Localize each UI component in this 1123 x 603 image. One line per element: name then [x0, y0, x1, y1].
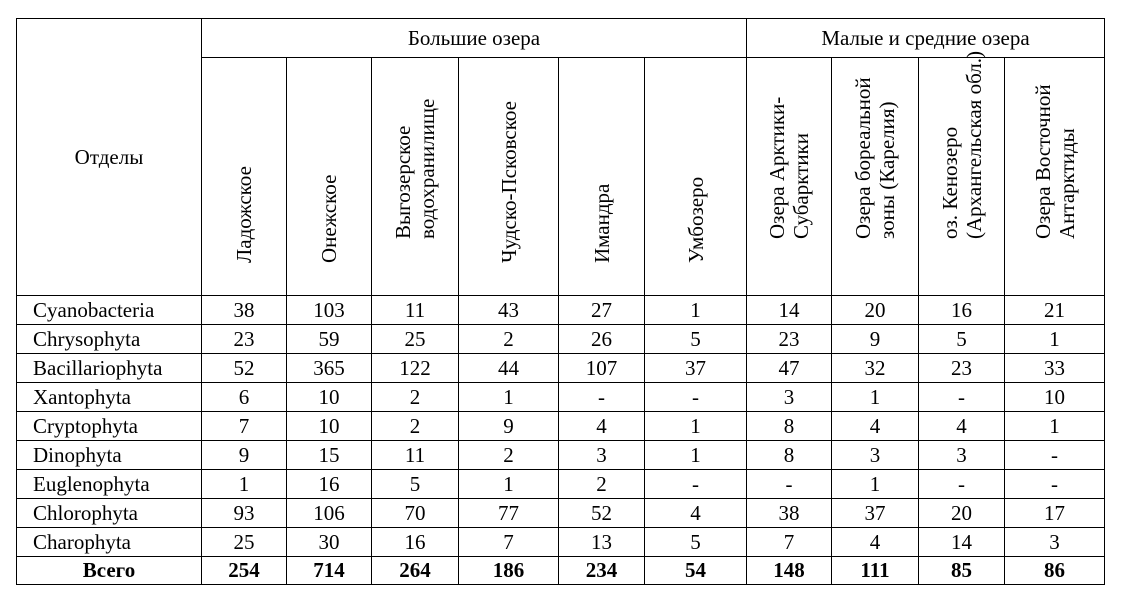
count-cell: 4 [559, 412, 645, 441]
count-cell: 33 [1005, 354, 1105, 383]
count-cell: - [559, 383, 645, 412]
count-cell: 5 [919, 325, 1005, 354]
table-row [17, 441, 1105, 470]
total-value-cell: 111 [832, 557, 919, 585]
table-row [17, 528, 1105, 557]
division-name: Cryptophyta [17, 412, 202, 441]
count-cell: 3 [1005, 528, 1105, 557]
count-cell: 17 [1005, 499, 1105, 528]
count-cell: 9 [832, 325, 919, 354]
table-row [17, 470, 1105, 499]
division-name: Xantophyta [17, 383, 202, 412]
table-row [17, 354, 1105, 383]
count-cell: 4 [832, 528, 919, 557]
count-cell: 10 [287, 383, 372, 412]
count-cell: 27 [559, 296, 645, 325]
algae-divisions-table [16, 18, 1105, 585]
count-cell: 14 [919, 528, 1005, 557]
count-cell: 5 [645, 325, 747, 354]
table-row [17, 383, 1105, 412]
count-cell: 1 [645, 441, 747, 470]
total-value-cell: 148 [747, 557, 832, 585]
count-cell: 1 [1005, 325, 1105, 354]
header-group-small-lakes: Малые и средние озера [747, 19, 1105, 58]
count-cell: 11 [372, 296, 459, 325]
count-cell: 21 [1005, 296, 1105, 325]
count-cell: 4 [832, 412, 919, 441]
table-row [17, 325, 1105, 354]
count-cell: 26 [559, 325, 645, 354]
count-cell: 122 [372, 354, 459, 383]
count-cell: 9 [459, 412, 559, 441]
count-cell: 25 [202, 528, 287, 557]
count-cell: 8 [747, 412, 832, 441]
total-value-cell: 86 [1005, 557, 1105, 585]
count-cell: 4 [919, 412, 1005, 441]
count-cell: 10 [287, 412, 372, 441]
header-lake-kenozero: оз. Кенозеро (Архангельская обл.) [919, 58, 1005, 296]
count-cell: 1 [832, 470, 919, 499]
count-cell: 20 [832, 296, 919, 325]
count-cell: 3 [832, 441, 919, 470]
count-cell: 70 [372, 499, 459, 528]
count-cell: 1 [645, 296, 747, 325]
count-cell: 3 [559, 441, 645, 470]
count-cell: 23 [202, 325, 287, 354]
count-cell: 7 [747, 528, 832, 557]
header-lake-imandra: Имандра [559, 58, 645, 296]
count-cell: 7 [459, 528, 559, 557]
total-value-cell: 54 [645, 557, 747, 585]
count-cell: 3 [747, 383, 832, 412]
total-value-cell: 714 [287, 557, 372, 585]
count-cell: 38 [202, 296, 287, 325]
header-lake-ladozhskoe: Ладожское [202, 58, 287, 296]
count-cell: 2 [459, 441, 559, 470]
count-cell: 7 [202, 412, 287, 441]
header-lake-vygozerskoe: Выгозерское водохранилище [372, 58, 459, 296]
count-cell: 4 [645, 499, 747, 528]
count-cell: 1 [645, 412, 747, 441]
count-cell: - [645, 470, 747, 499]
count-cell: 37 [832, 499, 919, 528]
count-cell: 1 [459, 470, 559, 499]
count-cell: 16 [919, 296, 1005, 325]
header-lake-chudsko-pskovskoe: Чудско-Псковское [459, 58, 559, 296]
count-cell: 2 [559, 470, 645, 499]
count-cell: 25 [372, 325, 459, 354]
count-cell: - [1005, 470, 1105, 499]
division-name: Euglenophyta [17, 470, 202, 499]
count-cell: 5 [372, 470, 459, 499]
division-name: Cyanobacteria [17, 296, 202, 325]
division-name: Charophyta [17, 528, 202, 557]
count-cell: 1 [832, 383, 919, 412]
count-cell: 14 [747, 296, 832, 325]
count-cell: - [1005, 441, 1105, 470]
total-value-cell: 186 [459, 557, 559, 585]
count-cell: 107 [559, 354, 645, 383]
count-cell: 9 [202, 441, 287, 470]
count-cell: 106 [287, 499, 372, 528]
total-value-cell: 264 [372, 557, 459, 585]
count-cell: 8 [747, 441, 832, 470]
count-cell: 2 [372, 412, 459, 441]
count-cell: 38 [747, 499, 832, 528]
count-cell: - [747, 470, 832, 499]
count-cell: 77 [459, 499, 559, 528]
division-name: Chrysophyta [17, 325, 202, 354]
count-cell: 47 [747, 354, 832, 383]
table-row [17, 499, 1105, 528]
count-cell: 2 [372, 383, 459, 412]
count-cell: 23 [919, 354, 1005, 383]
count-cell: 20 [919, 499, 1005, 528]
header-otdely: Отделы [17, 19, 202, 296]
count-cell: 5 [645, 528, 747, 557]
table-row [17, 296, 1105, 325]
total-value-cell: 254 [202, 557, 287, 585]
header-lakes-east-antarctica: Озера Восточной Антарктиды [1005, 58, 1105, 296]
division-name: Bacillariophyta [17, 354, 202, 383]
total-row [17, 557, 1105, 585]
total-value-cell: 234 [559, 557, 645, 585]
count-cell: - [645, 383, 747, 412]
count-cell: 10 [1005, 383, 1105, 412]
count-cell: 43 [459, 296, 559, 325]
count-cell: 32 [832, 354, 919, 383]
header-group-large-lakes: Большие озера [202, 19, 747, 58]
count-cell: 11 [372, 441, 459, 470]
count-cell: 93 [202, 499, 287, 528]
count-cell: 3 [919, 441, 1005, 470]
count-cell: 37 [645, 354, 747, 383]
division-name: Chlorophyta [17, 499, 202, 528]
table-row [17, 412, 1105, 441]
count-cell: 16 [372, 528, 459, 557]
header-lakes-boreal-karelia: Озера бореальной зоны (Карелия) [832, 58, 919, 296]
count-cell: 2 [459, 325, 559, 354]
total-value-cell: 85 [919, 557, 1005, 585]
count-cell: 16 [287, 470, 372, 499]
count-cell: 1 [1005, 412, 1105, 441]
count-cell: 15 [287, 441, 372, 470]
count-cell: 59 [287, 325, 372, 354]
header-lake-onezhskoe: Онежское [287, 58, 372, 296]
count-cell: 52 [202, 354, 287, 383]
total-label: Всего [17, 557, 202, 585]
count-cell: 1 [202, 470, 287, 499]
count-cell: - [919, 470, 1005, 499]
count-cell: 6 [202, 383, 287, 412]
count-cell: 365 [287, 354, 372, 383]
count-cell: 52 [559, 499, 645, 528]
header-lakes-arctic-subarctic: Озера Арктики- Субарктики [747, 58, 832, 296]
header-lake-umbozero: Умбозеро [645, 58, 747, 296]
count-cell: 23 [747, 325, 832, 354]
count-cell: 30 [287, 528, 372, 557]
count-cell: 1 [459, 383, 559, 412]
count-cell: 44 [459, 354, 559, 383]
count-cell: - [919, 383, 1005, 412]
division-name: Dinophyta [17, 441, 202, 470]
count-cell: 103 [287, 296, 372, 325]
table-body [17, 296, 1105, 585]
count-cell: 13 [559, 528, 645, 557]
